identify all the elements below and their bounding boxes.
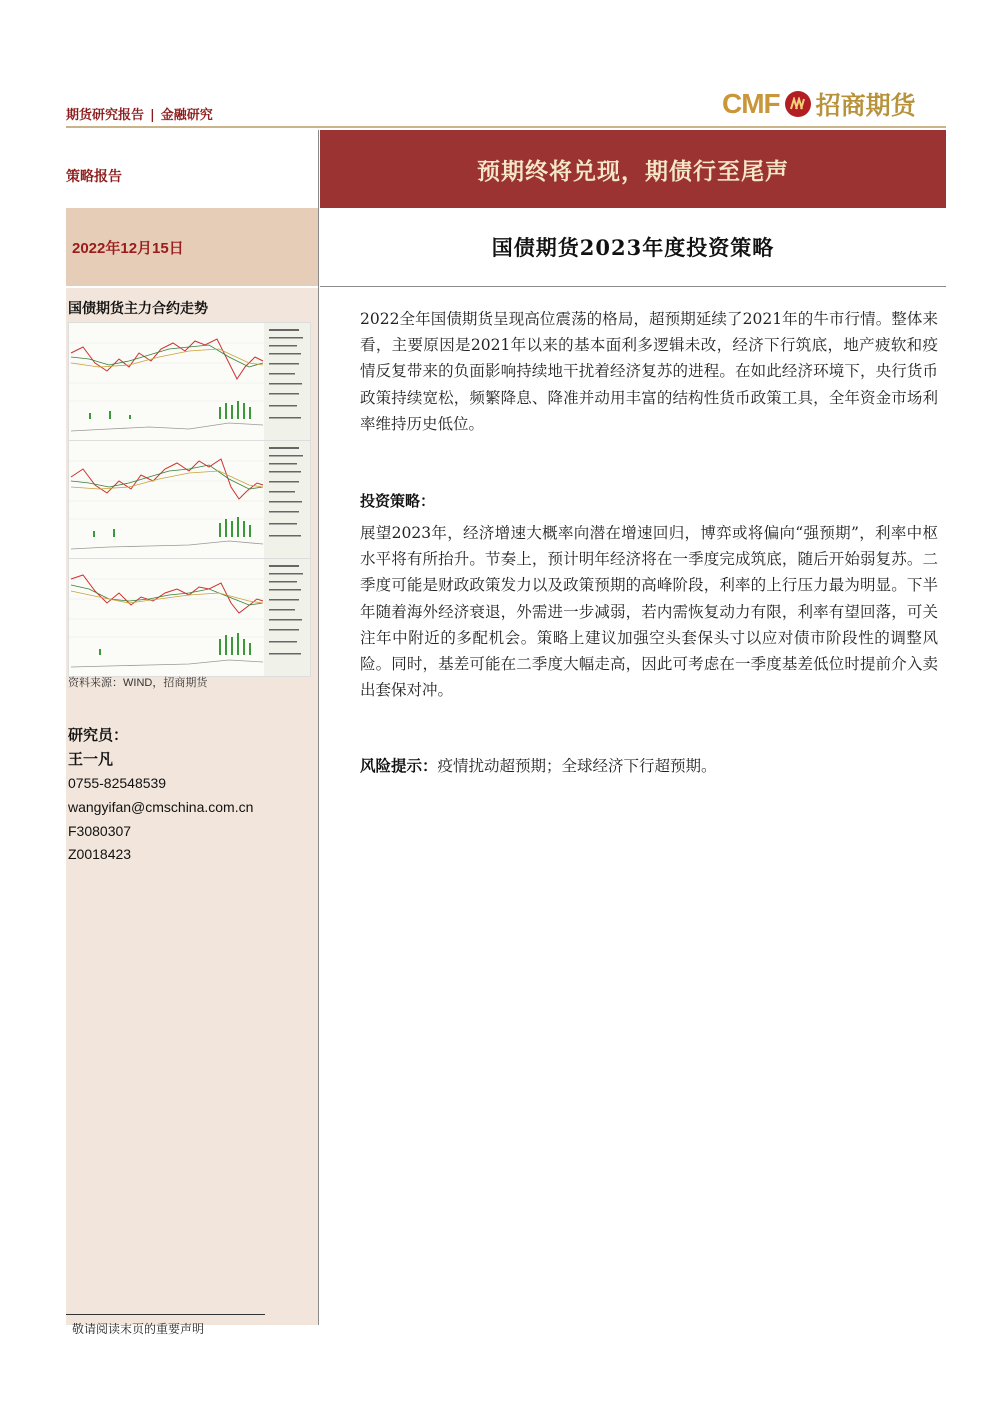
column-divider <box>318 130 319 1325</box>
footer-divider <box>66 1314 265 1315</box>
researcher-phone: 0755-82548539 <box>68 775 167 791</box>
banner-title: 预期终将兑现，期债行至尾声 <box>477 157 789 185</box>
header-separator: | <box>150 108 155 123</box>
futures-chart-3 <box>68 558 311 677</box>
futures-chart-2 <box>68 440 311 559</box>
researcher-email[interactable]: wangyifan@cmschina.com.cn <box>68 799 254 815</box>
subcategory-label: 金融研究 <box>160 108 213 123</box>
date-box <box>66 208 318 286</box>
report-category <box>66 104 213 123</box>
strategy-paragraph: 展望2023年，经济增速大概率向潜在增速回归，博弈或将偏向“强预期”，利率中枢水平将有所抬升。节奏上，预计明年经济将在一季度完成筑底，随后开始弱复苏。二季度可能是财政政策发力以及政策预期的高峰阶段，利率的上行压力最为明显。下半年随着海外经济衰退，外需进一步减弱，若内需恢复动力有限，利率有望回落，可关注年中附近的多配机会。策略上建议加强空头套保头寸以应对债市阶段性的调整风险。同时，基差可能在二季度大幅走高，因此可考虑在一季度基差低位时提前介入卖出套保对冲。 <box>360 524 938 700</box>
logo-cmf-text: CMF <box>722 88 780 119</box>
risk-label: 风险提示： <box>360 756 438 775</box>
report-subtitle: 国债期货2023年度投资策略 <box>491 235 775 260</box>
logo-emblem-icon <box>785 91 811 117</box>
chart-heading: 国债期货主力合约走势 <box>68 301 208 317</box>
category-label: 期货研究报告 <box>66 108 145 123</box>
company-logo <box>722 86 916 122</box>
subtitle-bar <box>320 208 946 287</box>
risk-note <box>360 754 717 776</box>
researcher-name: 王一凡 <box>68 750 114 768</box>
footer-disclaimer: 敬请阅读末页的重要声明 <box>72 1322 205 1336</box>
chart-source: 资料来源：WIND，招商期货 <box>68 677 208 689</box>
report-type: 策略报告 <box>66 169 122 185</box>
summary-paragraph: 2022全年国债期货呈现高位震荡的格局，超预期延续了2021年的牛市行情。整体来看，主要原因是2021年以来的基本面利多逻辑未改，经济下行筑底，地产疲软和疫情反复带来的负面影响持续地干扰着经济复苏的进程。在如此经济环境下，央行货币政策持续宽松，频繁降息、降准并动用丰富的结构性货币政策工具，全年资金市场利率维持历史低位。 <box>360 310 938 433</box>
logo-cn-text: 招商期货 <box>815 91 916 120</box>
title-banner <box>320 130 946 208</box>
researcher-label: 研究员： <box>68 726 129 744</box>
license-number-1: F3080307 <box>68 823 132 839</box>
license-number-2: Z0018423 <box>68 846 132 862</box>
risk-text: 疫情扰动超预期；全球经济下行超预期。 <box>437 757 717 775</box>
strategy-heading: 投资策略： <box>360 492 436 510</box>
report-date: 2022年12月15日 <box>72 239 184 257</box>
header-divider <box>66 126 946 128</box>
futures-chart-1 <box>68 322 311 441</box>
